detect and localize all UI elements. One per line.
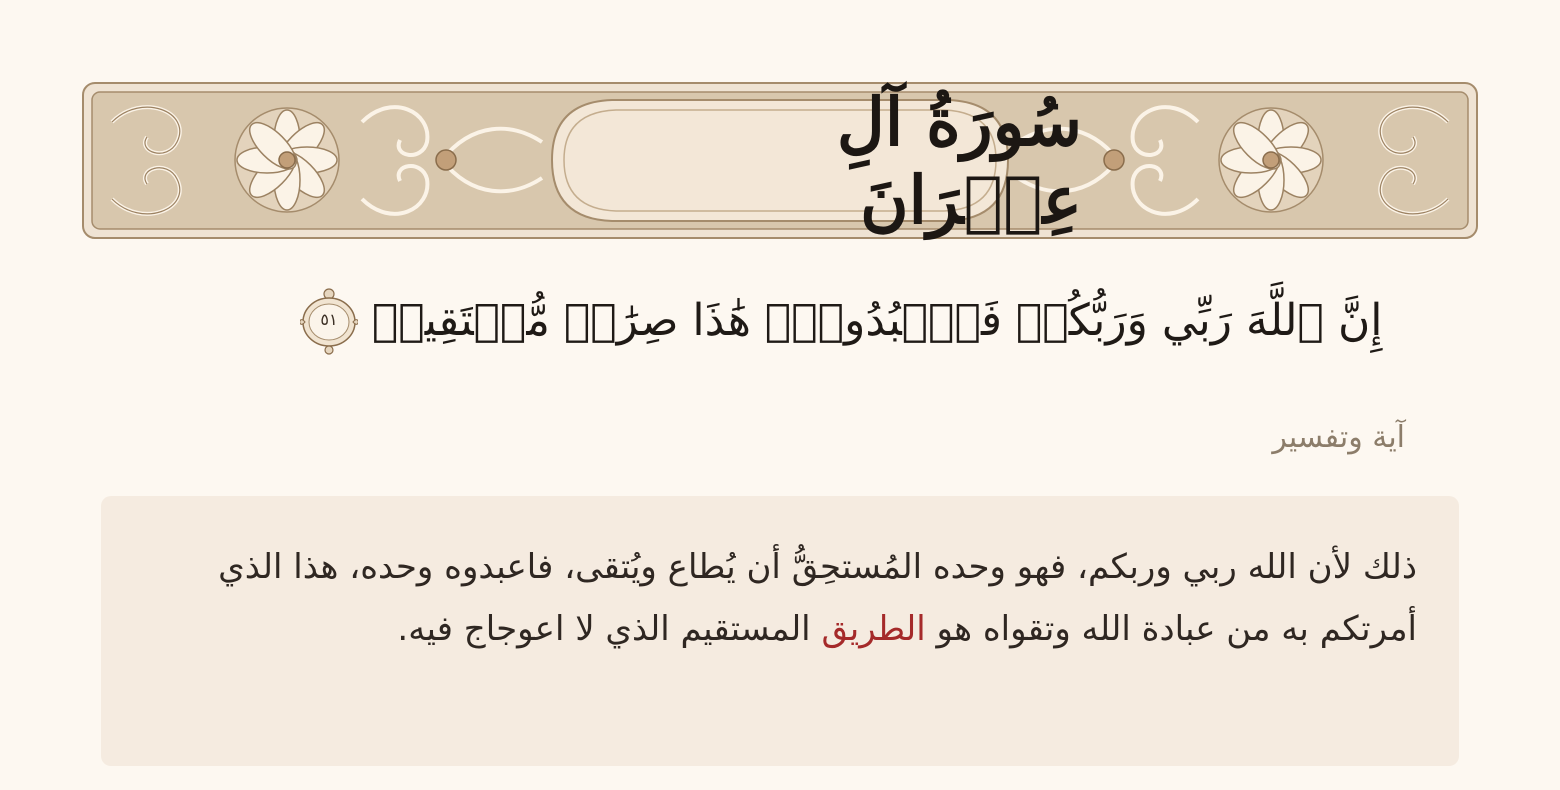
tafsir-text-start: ذلك لأن الله ربي وربكم، فهو وحده المُستحِقُّ أن يُطاع ويُتقى، فاعبدوه وحده، هذا الذي أمرتكم به من عبادة الله وتقواه هو <box>218 547 1417 649</box>
left-flower-ornament <box>235 108 339 212</box>
right-flower-ornament <box>1219 108 1323 212</box>
surah-header-banner <box>82 82 1478 239</box>
surah-title: سُورَةُ آلِ عِمۡرَانَ <box>836 82 1082 239</box>
section-label: آية وتفسير <box>1272 420 1405 455</box>
tafsir-text-end: المستقيم الذي لا اعوجاج فيه. <box>397 609 822 649</box>
ayah-number-marker <box>300 284 358 356</box>
highlighted-word: الطريق <box>821 609 926 649</box>
tafsir-panel <box>101 496 1459 766</box>
ayah-number: ٥١ <box>320 310 338 329</box>
ayah-row <box>300 270 1383 370</box>
tafsir-text <box>181 536 1417 660</box>
ayah-text: إِنَّ ٱللَّهَ رَبِّي وَرَبُّكُمۡ فَٱعۡبُدُوهُۚ هَٰذَا صِرَٰطٞ مُّسۡتَقِيمٞ <box>372 294 1383 346</box>
